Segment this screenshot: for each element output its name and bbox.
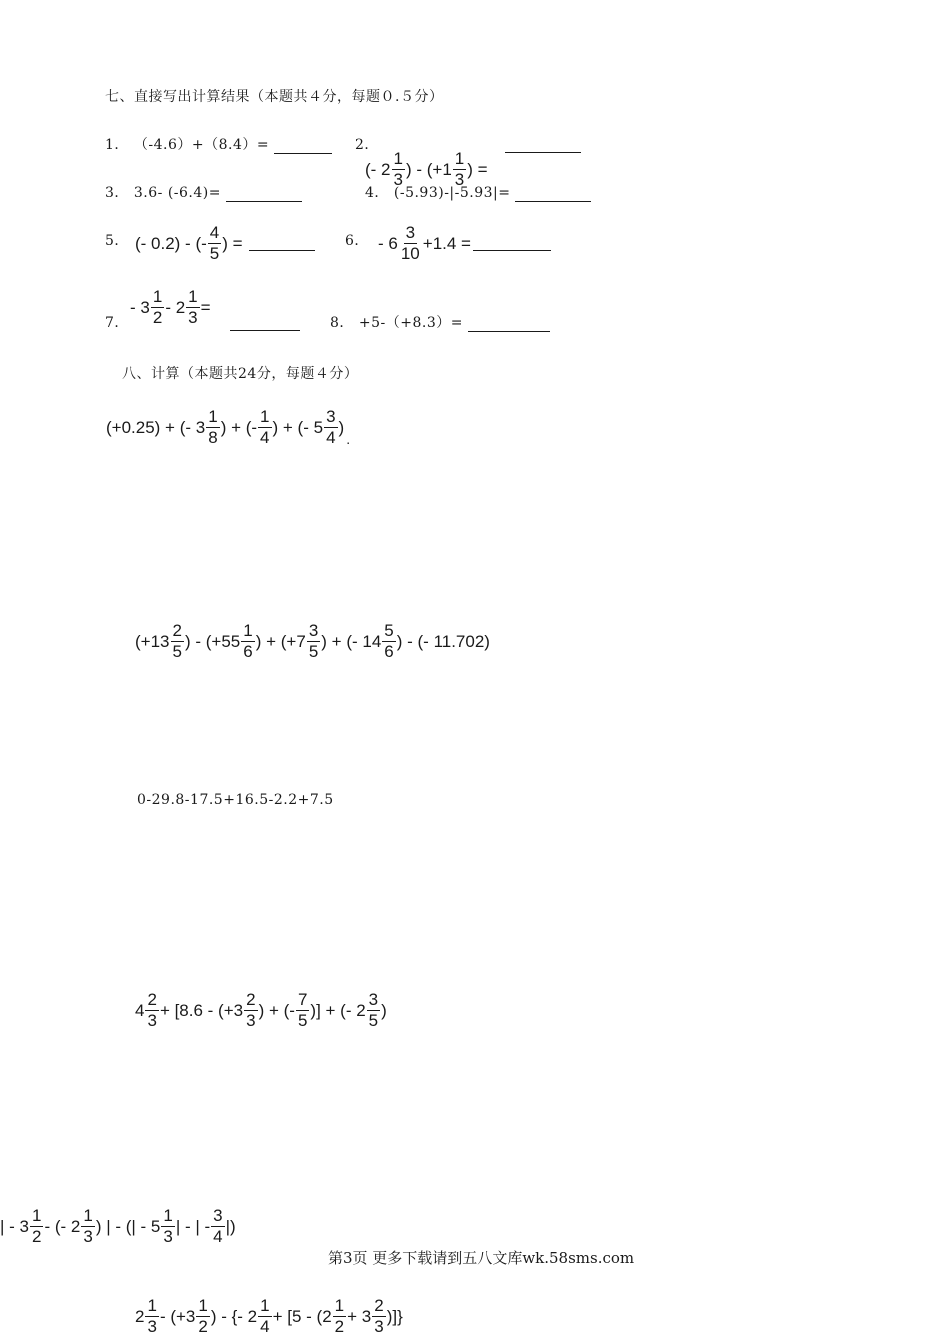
question-3	[105, 182, 302, 202]
question-expression: +5-（+8.3）=	[358, 315, 463, 331]
answer-blank[interactable]	[249, 236, 315, 251]
problem-5-expression: | - 3 $\frac{1}{2}$ - (- 2 $\frac{1}{3}$ ) | - (| - 5 $\frac{1}{3}$ | - | - $\frac{3}{4}$ |)	[0, 1206, 236, 1246]
answer-blank[interactable]	[473, 236, 551, 251]
question-number: 8．	[330, 315, 354, 331]
question-number: 3．	[105, 185, 129, 201]
question-6-expression: - 6 $\frac{3}{10}$ +1.4 =	[378, 224, 551, 263]
answer-blank[interactable]	[274, 139, 332, 154]
question-7-expression: - 3 $\frac{1}{2}$ - 2 $\frac{1}{3}$ =	[130, 287, 211, 327]
answer-blank[interactable]	[515, 187, 591, 202]
problem-6-expression: 2 $\frac{1}{3}$ - (+3 $\frac{1}{2}$ ) - {- 2 $\frac{1}{4}$ + [5 - (2 $\frac{1}{2}$ + 3 $\frac{2}{3}$ )]}	[135, 1296, 403, 1336]
question-4	[365, 182, 591, 202]
question-5-number: 5．	[105, 233, 129, 249]
question-2-answer-blank[interactable]	[505, 134, 581, 153]
problem-2-expression: (+13 $\frac{2}{5}$ ) - (+55 $\frac{1}{6}$ ) + (+7 $\frac{3}{5}$ ) + (- 14 $\frac{5}{6}$ ) - (- 11.702)	[135, 621, 490, 661]
question-expression: 3.6- (-6.4)=	[133, 185, 221, 201]
question-expression: (-5.93)-|-5.93|=	[393, 185, 511, 201]
problem-3-expression: 0-29.8-17.5+16.5-2.2+7.5	[137, 792, 334, 808]
question-5-expression: (- 0.2) - (- $\frac{4}{5}$ ) =	[135, 224, 315, 263]
question-number: 1．	[105, 137, 129, 153]
question-7-answer-blank[interactable]	[230, 312, 300, 331]
question-expression: （-4.6）+（8.4）=	[133, 137, 270, 153]
problem-1-expression: (+0.25) + (- 3 $\frac{1}{8}$ ) + (- $\frac{1}{4}$ ) + (- 5 $\frac{3}{4}$ ) .	[106, 407, 351, 447]
question-2-number: 2．	[355, 137, 379, 153]
page-footer: 第3页 更多下载请到五八文库wk.58sms.com	[328, 1249, 635, 1267]
question-1	[105, 134, 332, 154]
problem-4-expression: 4 $\frac{2}{3}$ + [8.6 - (+3 $\frac{2}{3}$ ) + (- $\frac{7}{5}$ )] + (- 2 $\frac{3}{5}$ )	[135, 990, 387, 1030]
section-8-heading: 八、计算（本题共24分，每题４分）	[122, 366, 359, 382]
question-2-expression: (- 2 $\frac{1}{3}$ ) - (+1 $\frac{1}{3}$ ) =	[365, 149, 488, 189]
answer-blank[interactable]	[226, 187, 302, 202]
answer-blank[interactable]	[468, 317, 550, 332]
section-7-heading: 七、直接写出计算结果（本题共４分，每题０.５分）	[105, 89, 444, 105]
question-8	[330, 312, 550, 332]
question-7-number: 7．	[105, 315, 129, 331]
question-6-number: 6．	[345, 233, 369, 249]
question-number: 4．	[365, 185, 389, 201]
